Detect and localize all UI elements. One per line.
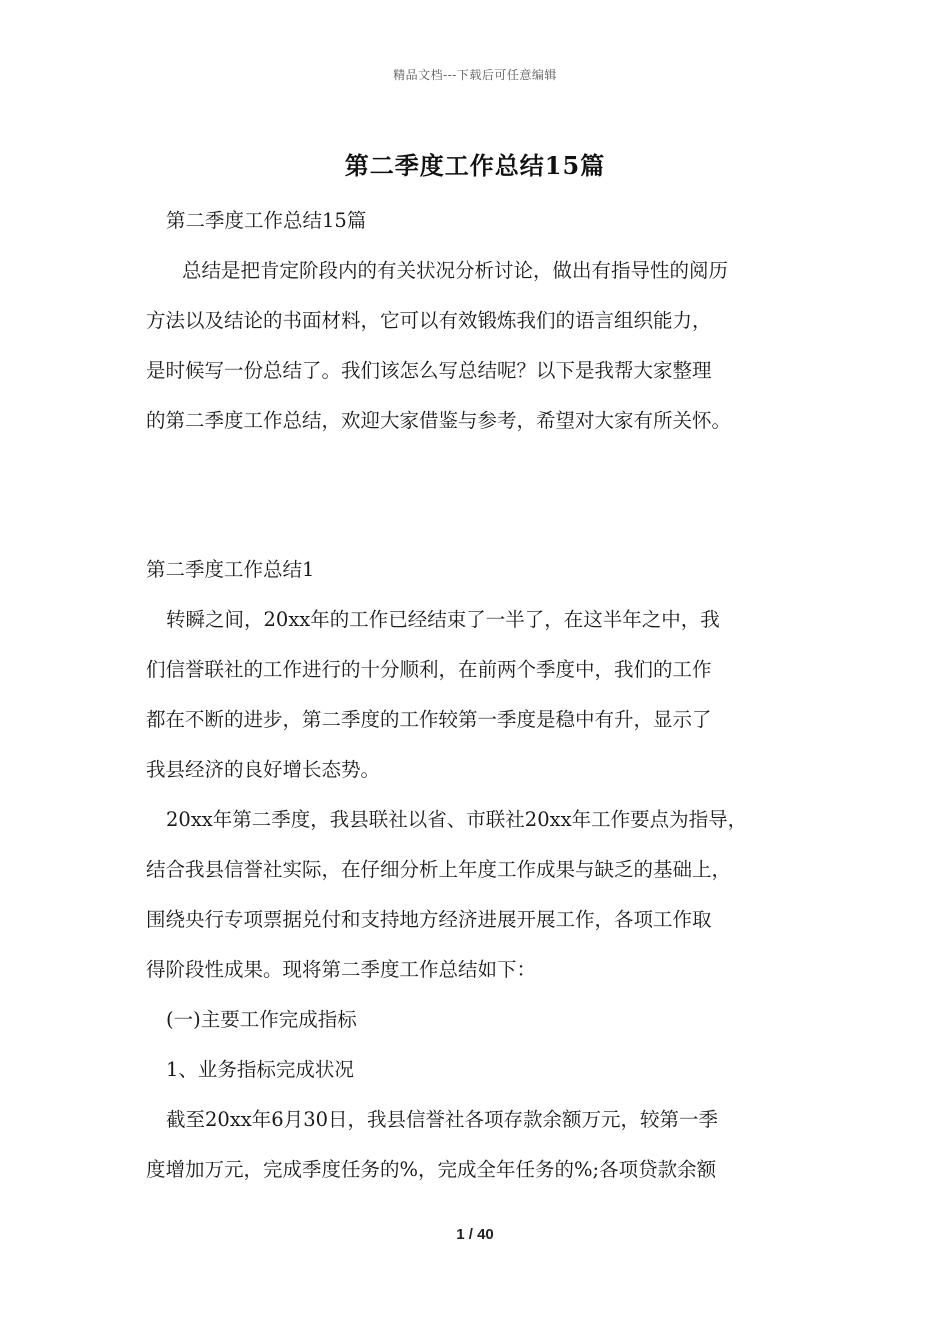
subtitle: 第二季度工作总结15篇 [166, 209, 367, 232]
item-heading: (一)主要工作完成指标 [166, 1008, 357, 1031]
page-number: 1 / 40 [456, 1226, 494, 1243]
paragraph-line: 围绕央行专项票据兑付和支持地方经济进展开展工作，各项工作取 [146, 908, 712, 931]
paragraph-2 [146, 795, 826, 995]
document-title: 第二季度工作总结15篇 [344, 151, 606, 180]
intro-paragraph [146, 246, 826, 446]
paragraph-line: 都在不断的进步，第二季度的工作较第一季度是稳中有升，显示了 [146, 708, 712, 731]
paragraph-line: 截至20xx年6月30日，我县信誉社各项存款余额万元，较第一季 [166, 1108, 719, 1131]
paragraph-line: 结合我县信誉社实际，在仔细分析上年度工作成果与缺乏的基础上， [146, 858, 732, 881]
section-heading-block [146, 545, 826, 595]
paragraph-1 [146, 595, 826, 795]
item-heading: 1、业务指标完成状况 [166, 1058, 354, 1081]
intro-line: 方法以及结论的书面材料，它可以有效锻炼我们的语言组织能力， [146, 309, 712, 332]
subtitle-block [146, 196, 826, 246]
paragraph-3 [146, 1095, 826, 1195]
section-heading: 第二季度工作总结1 [146, 558, 315, 581]
item-headings [146, 995, 826, 1095]
paragraph-line: 转瞬之间，20xx年的工作已经结束了一半了，在这半年之中，我 [166, 608, 720, 631]
header-note: 精品文档---下载后可任意编辑 [393, 68, 557, 82]
paragraph-line: 度增加万元，完成季度任务的%，完成全年任务的%;各项贷款余额 [146, 1158, 717, 1181]
paragraph-line: 20xx年第二季度，我县联社以省、市联社20xx年工作要点为指导， [166, 808, 748, 831]
intro-line: 的第二季度工作总结，欢迎大家借鉴与参考，希望对大家有所关怀。 [146, 409, 732, 432]
paragraph-line: 我县经济的良好增长态势。 [146, 758, 381, 781]
paragraph-line: 得阶段性成果。现将第二季度工作总结如下： [146, 958, 537, 981]
paragraph-line: 们信誉联社的工作进行的十分顺利，在前两个季度中，我们的工作 [146, 658, 712, 681]
intro-line: 是时候写一份总结了。我们该怎么写总结呢？以下是我帮大家整理 [146, 359, 712, 382]
intro-line: 总结是把肯定阶段内的有关状况分析讨论，做出有指导性的阅历 [182, 259, 729, 282]
